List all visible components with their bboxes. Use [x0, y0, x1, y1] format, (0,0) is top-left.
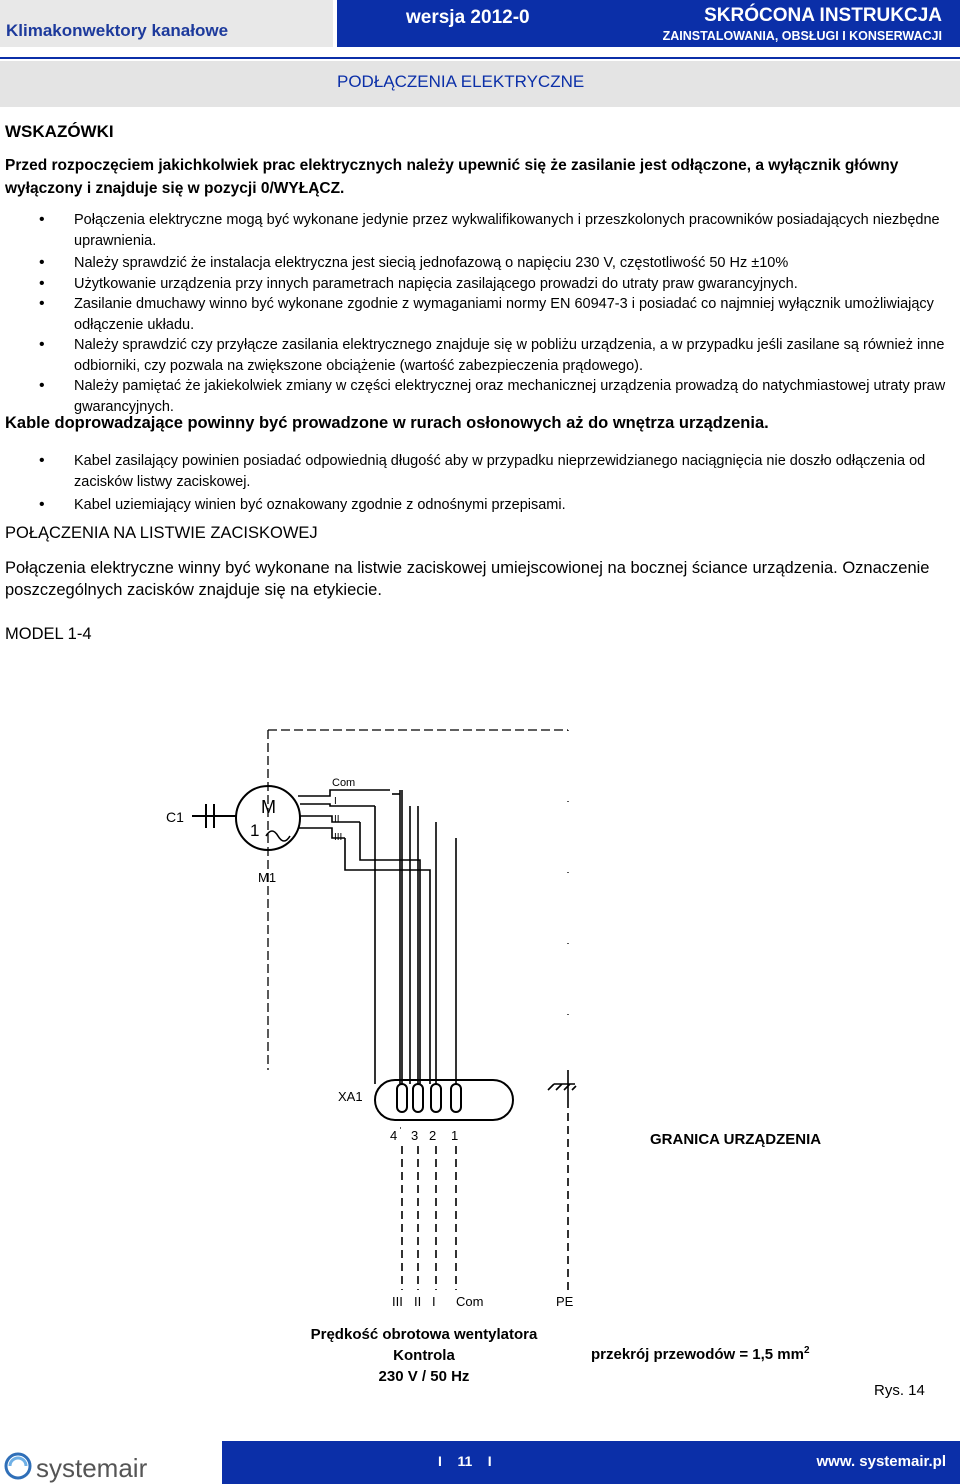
page-header	[0, 0, 960, 50]
wire-1-label: I	[334, 796, 337, 807]
fan-speed-line2: Kontrola	[393, 1347, 455, 1364]
terminal-number: 4	[390, 1128, 398, 1143]
page-number: I 11 I	[438, 1453, 492, 1469]
cable-item: • Kabel zasilający powinien posiadać odpowiednią długość aby w przypadku nieprzewidzianego naciągnięcia nie doszło odłączenia od zacisków listwy zaciskowej.	[0, 451, 955, 492]
header-left-panel	[0, 0, 333, 47]
housing-outline	[18, 672, 940, 1330]
motor-letter: M	[261, 797, 276, 817]
motor-label: M1	[258, 870, 277, 885]
hint-item: • Należy pamiętać że jakiekolwiek zmiany w części elektrycznej oraz mechanicznej urządzenia prowadzą do natychmiastowej utraty praw gwarancyjnych.	[0, 376, 955, 417]
terminal-block	[375, 1080, 513, 1120]
cable-label-1: I	[432, 1294, 436, 1309]
header-product-title: Klimakonwektory kanałowe	[6, 21, 229, 40]
outgoing-cables	[402, 1100, 568, 1290]
fan-speed-line3: 230 V / 50 Hz	[378, 1368, 470, 1385]
fan-speed-label	[266, 1324, 582, 1387]
section-title: PODŁĄCZENIA ELEKTRYCZNE	[337, 72, 585, 91]
cable-label-3: III	[392, 1294, 403, 1309]
wire-3-label: III	[334, 832, 343, 843]
footer-bar	[222, 1441, 960, 1484]
systemair-logo-icon	[4, 1452, 34, 1480]
wiring-diagram	[0, 660, 960, 1420]
cables-list	[0, 451, 955, 516]
terminal-number: 1	[451, 1128, 459, 1143]
ground-symbol	[548, 1070, 576, 1100]
website-link[interactable]: www. systemair.pl	[816, 1453, 946, 1470]
fan-speed-line1: Prędkość obrotowa wentylatora	[310, 1326, 538, 1343]
wire-cross-section-text: przekrój przewodów = 1,5 mm	[591, 1346, 804, 1363]
header-version: wersja 2012-0	[406, 7, 530, 28]
wire-cross-section	[591, 1345, 810, 1363]
systemair-logo-text: systemair	[36, 1453, 148, 1483]
terminal-number: 3	[411, 1128, 419, 1143]
device-boundary-label: GRANICA URZĄDZENIA	[650, 1131, 822, 1148]
cable-label-com: Com	[456, 1294, 484, 1309]
header-divider	[0, 57, 960, 59]
hints-list	[0, 210, 955, 417]
model-label: MODEL 1-4	[5, 625, 92, 643]
wire-cross-section-exponent: 2	[803, 1345, 810, 1356]
capacitor-symbol	[192, 804, 236, 828]
hint-item: • Połączenia elektryczne mogą być wykonane jedynie przez wykwalifikowanych i przeszkolonych pracowników posiadających niezbędne uprawnienia.	[0, 210, 955, 251]
motor-phase: 1	[250, 821, 260, 840]
hint-item: • Użytkowanie urządzenia przy innych parametrach napięcia zasilającego prowadzi do utraty praw gwarancyjnych.	[0, 274, 955, 295]
cable-label-2: II	[414, 1294, 422, 1309]
hint-item: • Zasilanie dmuchawy winno być wykonane zgodnie z wymaganiami normy EN 60947-3 i posiadać co najmniej wyłącznik umożliwiający odłączenie układu.	[0, 294, 955, 335]
figure-number: Rys. 14	[874, 1382, 925, 1399]
cable-label-pe: PE	[556, 1294, 574, 1309]
terminal-screws	[397, 1084, 461, 1112]
header-right-panel	[337, 0, 960, 47]
hint-item: • Należy sprawdzić czy przyłącze zasilania elektrycznego znajduje się w pobliżu urządzenia, a w przypadku jeśli zasilane są również inne odbiorniki, czy pozwala na zwiększone obciążenie (wartość zabezpieczenia prądowego).	[0, 335, 955, 376]
wire-com-label: Com	[332, 777, 356, 789]
safety-warning: Przed rozpoczęciem jakichkolwiek prac elektrycznych należy upewnić się że zasilanie jest odłączone, a wyłącznik główny wyłączony i znajduje się w pozycji 0/WYŁĄCZ.	[5, 157, 899, 197]
cable-item: • Kabel uziemiający winien być oznakowany zgodnie z odnośnymi przepisami.	[0, 495, 955, 516]
wire-2-label: II	[334, 814, 340, 825]
header-manual-subtitle: ZAINSTALOWANIA, OBSŁUGI I KONSERWACJI	[662, 29, 942, 43]
terminal-number: 2	[429, 1128, 437, 1143]
hint-item: • Należy sprawdzić że instalacja elektryczna jest siecią jednofazową o napięciu 230 V, częstotliwość 50 Hz ±10%	[0, 253, 955, 274]
header-manual-title: SKRÓCONA INSTRUKCJA	[704, 5, 942, 26]
motor-wires	[298, 790, 390, 838]
terminal-heading: POŁĄCZENIA NA LISTWIE ZACISKOWEJ	[5, 524, 318, 542]
cables-heading: Kable doprowadzające powinny być prowadzone w rurach osłonowych aż do wnętrza urządzenia.	[5, 414, 769, 432]
capacitor-label: C1	[166, 809, 184, 825]
terminal-block-label: XA1	[338, 1089, 363, 1104]
terminal-description: Połączenia elektryczne winny być wykonane na listwie zaciskowej umiejscowionej na bocznej ściance urządzenia. Oznaczenie poszczególnych zacisków znajduje się na etykiecie.	[5, 559, 930, 599]
hints-heading: WSKAZÓWKI	[5, 122, 114, 141]
